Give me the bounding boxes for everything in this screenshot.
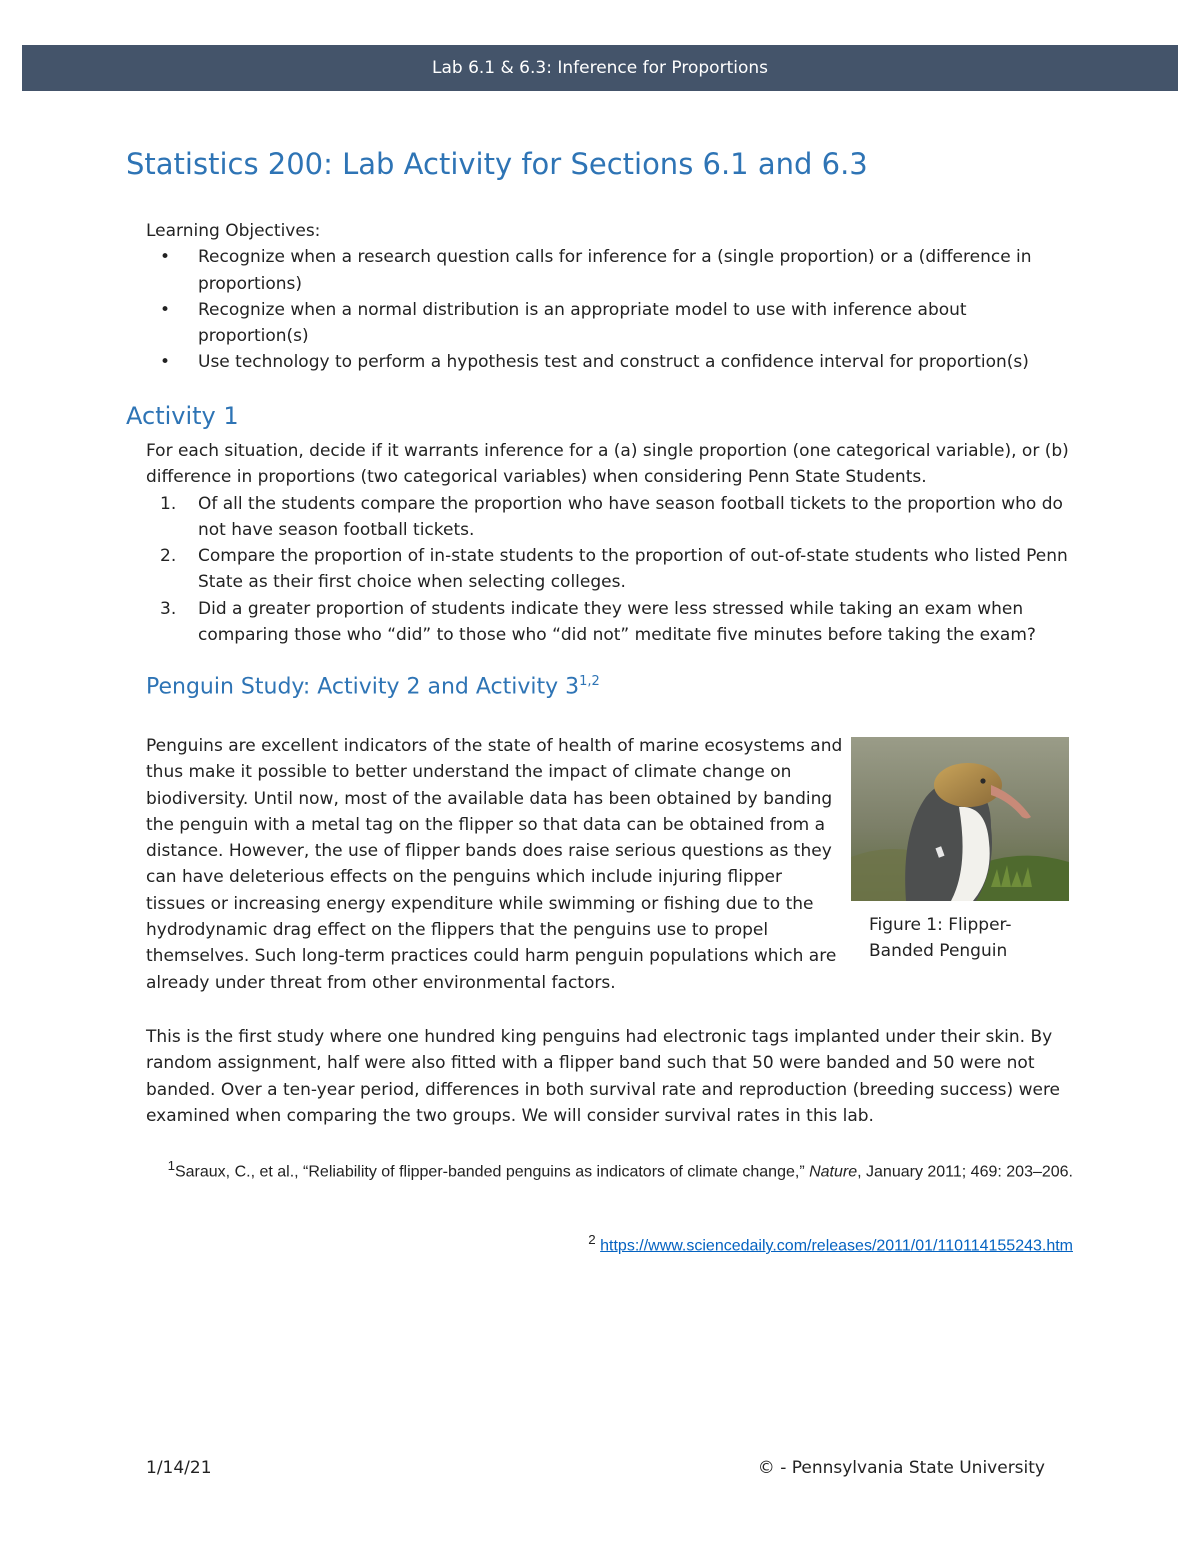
bullet-icon: • [160,247,171,268]
header-title: Lab 6.1 & 6.3: Inference for Proportions [432,58,768,78]
study-paragraph: This is the first study where one hundred king penguins had electronic tags implanted under their skin. By random assignment, half were also fitted with a flipper band such that 50 were banded and 50 were not banded. Over a ten-year period, differences in both survival rate and reproduction (breeding success) were examined when comparing the two groups. We will consider survival rates in this lab. [146,1027,1061,1126]
item-text: Compare the proportion of in-state students to the proportion of out-of-state students who listed Penn State as their first choice when selecting colleges. [198,546,1068,593]
footer-copyright: © - Pennsylvania State University [757,1458,1045,1478]
item-number: 3. [160,598,177,619]
objective-item [146,349,1066,375]
activity1-intro: For each situation, decide if it warrants inference for a (a) single proportion (one categorical variable), or (b) difference in proportions (two categorical variables) when considering Penn State Students. [146,441,1069,488]
footnote-2-marker: 2 [588,1232,596,1247]
item-text: Did a greater proportion of students indicate they were less stressed while taking an exam when comparing those who “did” to those who “did not” meditate five minutes before taking the exam? [198,598,1036,646]
activity1-heading: Activity 1 [126,402,239,430]
penguin-study-heading [146,674,600,699]
penguin-intro-paragraph: Penguins are excellent indicators of the state of health of marine ecosystems and thus make it possible to better understand the impact of climate change on biodiversity. Until now, most of the available data has been obtained by banding the penguin with a metal tag on the flipper so that data can be obtained from a distance. However, the use of flipper bands does raise serious questions as they can have deleterious effects on the penguins which include injuring flipper tissues or increasing energy expenditure while swimming or fishing due to the hydrodynamic drag effect on the flippers that the penguins use to propel themselves. Such long-term practices could harm penguin populations which are already under threat from other environmental factors. [146,736,843,993]
objective-item [146,244,1066,297]
activity1-item [146,596,1076,649]
activity1-section [146,438,1076,648]
page-title: Statistics 200: Lab Activity for Sections 6.1 and 6.3 [126,147,868,181]
learning-objectives [146,218,1066,376]
footnote-1-rest: , January 2011; 469: 203–206. [857,1163,1073,1181]
footnote-1-marker: 1 [167,1158,175,1173]
item-number: 1. [160,493,177,514]
objective-text: Recognize when a normal distribution is an appropriate model to use with inference about proportion(s) [198,299,967,347]
penguin-heading-footnote-ref: 1,2 [579,674,600,689]
item-text: Of all the students compare the proportion who have season football tickets to the proportion who do not have season football tickets. [198,493,1063,540]
objective-text: Use technology to perform a hypothesis test and construct a confidence interval for proportion(s) [198,352,1029,373]
activity1-item [146,491,1076,544]
bullet-icon: • [160,299,171,320]
footnote-1-journal: Nature [809,1163,858,1181]
penguin-photo [851,737,1069,901]
activity1-item [146,543,1076,596]
figure-caption: Figure 1: Flipper-Banded Penguin [869,915,1012,962]
objective-item [146,297,1066,350]
footnote-2-link[interactable]: https://www.sciencedaily.com/releases/2011/01/110114155243.htm [600,1237,1073,1255]
objectives-list [146,244,1066,375]
footnote-1 [153,1154,1073,1184]
bullet-icon: • [160,352,171,373]
penguin-heading-text: Penguin Study: Activity 2 and Activity 3 [146,674,580,700]
item-number: 2. [160,546,177,567]
header-bar [22,45,1178,91]
footer-date: 1/14/21 [146,1458,212,1478]
objectives-heading: Learning Objectives: [146,221,321,241]
footnote-2 [588,1228,1073,1258]
activity1-list [146,491,1076,649]
footnote-1-text: Saraux, C., et al., “Reliability of flipper-banded penguins as indicators of climate change,” [174,1163,810,1181]
objective-text: Recognize when a research question calls for inference for a (single proportion) or a (difference in proportions) [198,247,1032,294]
